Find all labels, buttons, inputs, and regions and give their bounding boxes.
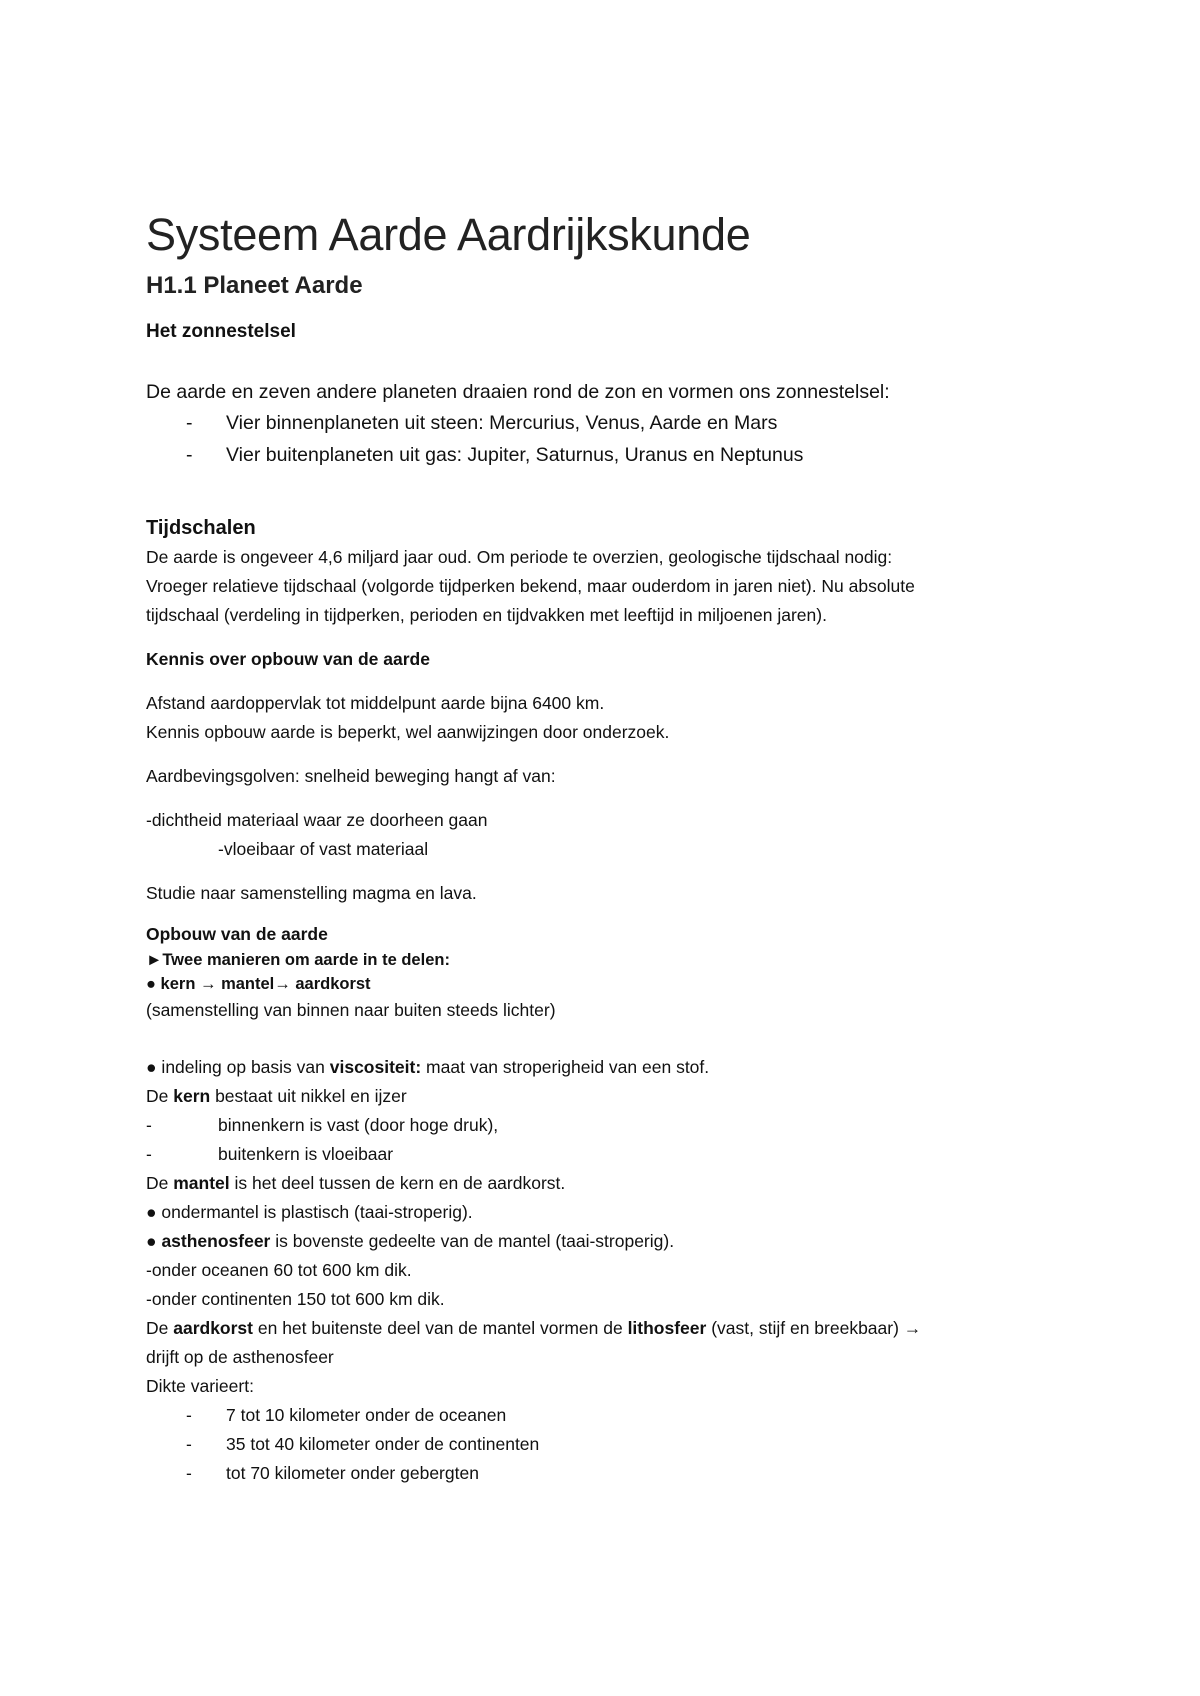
list-item-text: 7 tot 10 kilometer onder de oceanen — [226, 1405, 507, 1425]
list-dash: - — [186, 1463, 192, 1483]
heading-opbouw: Opbouw van de aarde — [146, 924, 328, 944]
kennis-p4: -dichtheid materiaal waar ze doorheen gaan — [146, 810, 488, 830]
dikte-label: Dikte varieert: — [146, 1376, 254, 1396]
text-run: en het buitenste deel van de mantel vormen de — [253, 1318, 628, 1338]
asthenosfeer-line — [146, 1227, 1076, 1256]
aardkorst-line-2: drijft op de asthenosfeer — [146, 1347, 334, 1367]
text-run: maat van stroperigheid van een stof. — [421, 1057, 710, 1077]
list-dash: - — [146, 1115, 152, 1135]
list-item — [146, 1430, 1076, 1459]
chapter-subtitle: H1.1 Planeet Aarde — [146, 272, 363, 299]
kennis-p6: Studie naar samenstelling magma en lava. — [146, 883, 477, 903]
opbouw-l3: (samenstelling van binnen naar buiten steeds lichter) — [146, 1000, 556, 1020]
text-run-bold: asthenosfeer — [161, 1231, 271, 1251]
zonnestelsel-intro: De aarde en zeven andere planeten draaien rond de zon en vormen ons zonnestelsel: — [146, 381, 890, 403]
tijdschalen-line-2: Vroeger relatieve tijdschaal (volgorde tijdperken bekend, maar ouderdom in jaren niet). Nu absolute — [146, 576, 915, 596]
viscositeit-line — [146, 1053, 1076, 1082]
heading-zonnestelsel: Het zonnestelsel — [146, 321, 296, 342]
list-item-text: Vier binnenplaneten uit steen: Mercurius, Venus, Aarde en Mars — [226, 412, 778, 434]
text-run: ● indeling op basis van — [146, 1057, 330, 1077]
text-run: (vast, stijf en breekbaar) → — [706, 1318, 922, 1338]
list-item — [146, 1401, 1076, 1430]
text-run: ● — [146, 1231, 162, 1251]
kennis-p5: -vloeibaar of vast materiaal — [218, 839, 429, 859]
text-run: is het deel tussen de kern en de aardkorst. — [229, 1173, 566, 1193]
list-dash: - — [146, 1144, 152, 1164]
opbouw-l1: ►Twee manieren om aarde in te delen: — [146, 951, 450, 969]
kern-line — [146, 1082, 1076, 1111]
text-run: De — [146, 1086, 174, 1106]
tijdschalen-line-3: tijdschaal (verdeling in tijdperken, perioden en tijdvakken met leeftijd in miljoenen jaren). — [146, 605, 827, 625]
tijdschalen-line-1: De aarde is ongeveer 4,6 miljard jaar oud. Om periode te overzien, geologische tijdschaal nodig: — [146, 547, 893, 567]
text-run-bold: kern — [173, 1086, 211, 1106]
text-run-bold: lithosfeer — [627, 1318, 707, 1338]
heading-tijdschalen: Tijdschalen — [146, 517, 256, 539]
text-run: De — [146, 1173, 174, 1193]
text-run-bold: aardkorst — [173, 1318, 253, 1338]
kennis-p1: Afstand aardoppervlak tot middelpunt aarde bijna 6400 km. — [146, 693, 605, 713]
opbouw-l2: ● kern → mantel→ aardkorst — [146, 975, 371, 993]
text-run: bestaat uit nikkel en ijzer — [210, 1086, 407, 1106]
list-item — [146, 1459, 1076, 1488]
oceanen-line: -onder oceanen 60 tot 600 km dik. — [146, 1260, 412, 1280]
text-run-bold: mantel — [173, 1173, 230, 1193]
text-run-bold: viscositeit: — [329, 1057, 422, 1077]
list-dash: - — [186, 1405, 192, 1425]
list-item-text: tot 70 kilometer onder gebergten — [226, 1463, 479, 1483]
list-dash: - — [186, 1434, 192, 1454]
list-item-text: Vier buitenplaneten uit gas: Jupiter, Saturnus, Uranus en Neptunus — [226, 444, 804, 466]
heading-kennis: Kennis over opbouw van de aarde — [146, 649, 430, 669]
text-run: is bovenste gedeelte van de mantel (taai-stroperig). — [270, 1231, 675, 1251]
ondermantel-line: ● ondermantel is plastisch (taai-stroperig). — [146, 1202, 473, 1222]
document-title: Systeem Aarde Aardrijkskunde — [146, 209, 751, 260]
text-run: De — [146, 1318, 174, 1338]
list-item — [146, 439, 1076, 471]
continenten-line: -onder continenten 150 tot 600 km dik. — [146, 1289, 445, 1309]
list-dash: - — [186, 444, 193, 466]
list-item-text: binnenkern is vast (door hoge druk), — [218, 1115, 499, 1135]
document-page — [146, 205, 1076, 1488]
list-item-text: 35 tot 40 kilometer onder de continenten — [226, 1434, 540, 1454]
mantel-line — [146, 1169, 1076, 1198]
list-dash: - — [186, 412, 193, 434]
list-item — [146, 1140, 1076, 1169]
list-item-text: buitenkern is vloeibaar — [218, 1144, 394, 1164]
kennis-p2: Kennis opbouw aarde is beperkt, wel aanwijzingen door onderzoek. — [146, 722, 670, 742]
aardkorst-line — [146, 1314, 1076, 1343]
list-item — [146, 407, 1076, 439]
list-item — [146, 1111, 1076, 1140]
kennis-p3: Aardbevingsgolven: snelheid beweging hangt af van: — [146, 766, 556, 786]
